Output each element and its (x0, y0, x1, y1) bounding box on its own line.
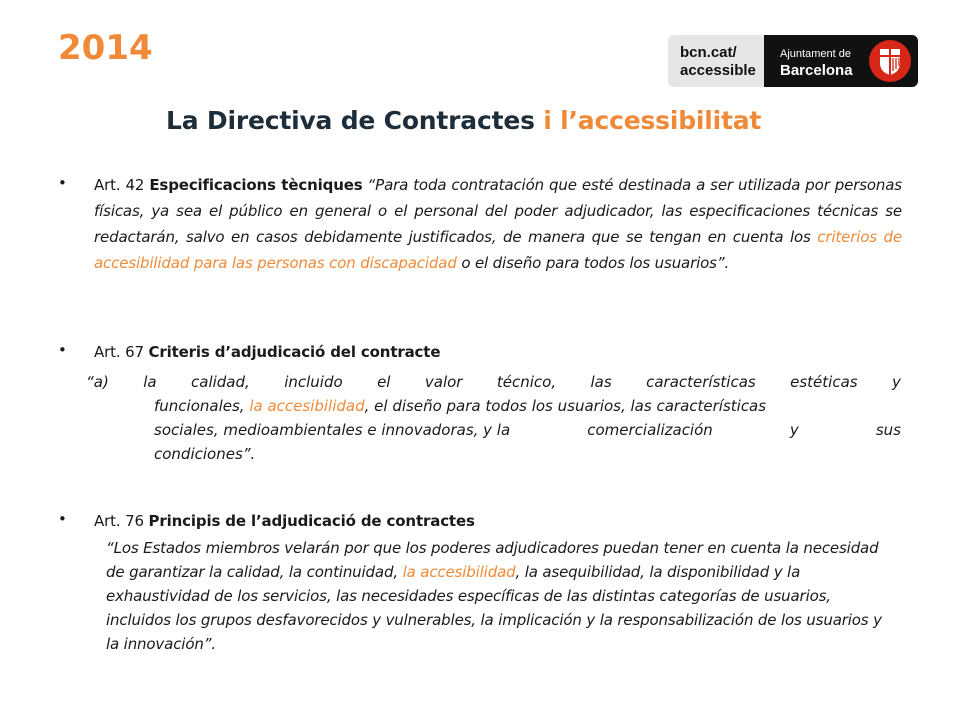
art67-heading: Criteris d’adjudicació del contracte (148, 343, 441, 361)
art67-word: la (143, 373, 157, 391)
logo-text-barcelona: Barcelona (780, 62, 853, 79)
art67-word: comercialización (587, 421, 713, 439)
art67-label: Art. 67 (94, 343, 149, 361)
art42-quote-highlight: criterios de accesibilidad para las personas con discapacidad (94, 228, 902, 272)
art67-word: técnico, (496, 373, 557, 391)
art76-quote-highlight: la accesibilidad (402, 563, 516, 581)
art42-label: Art. 42 (94, 176, 150, 194)
art42-quote-before: “Para toda contratación que esté destinada a ser utilizada por personas físicas, ya sea el público en general o el personal del poder adjudicador, las especificaciones técnicas se redactarán, salvo en casos debidamente justificados, de manera que se tengan en cuenta los (94, 176, 902, 246)
art67-word: características (646, 373, 756, 391)
art67-quote-line1 (86, 370, 901, 394)
bullet-icon: • (58, 510, 67, 528)
art67-quote (86, 370, 901, 466)
art67-heading-line (94, 339, 902, 365)
title-accent: i l’accessibilitat (534, 106, 762, 135)
art67-word: sus (875, 421, 901, 439)
art67-word: “a) (86, 373, 109, 391)
art67-line2-before: funcionales, (154, 397, 250, 415)
art42-quote-after: o el diseño para todos los usuarios”. (456, 254, 730, 272)
art67-word: el (377, 373, 391, 391)
art67-word: las (590, 373, 612, 391)
art67-word: calidad, (191, 373, 250, 391)
art42-heading: Especificacions tècniques (149, 176, 363, 194)
art67-line2-highlight: la accesibilidad (249, 397, 365, 415)
art67-quote-line3 (154, 418, 901, 442)
art42-paragraph (94, 172, 902, 276)
art67-word: y (789, 421, 799, 439)
art67-quote-line2 (154, 394, 901, 418)
logo-text-ajuntament: Ajuntament de (780, 48, 851, 60)
art67-line2-after: , el diseño para todos los usuarios, las características (364, 397, 767, 415)
barcelona-accessible-logo (668, 35, 918, 87)
title-main: La Directiva de Contractes (166, 106, 535, 135)
art67-word: y (892, 373, 901, 391)
art76-quote (106, 536, 896, 656)
art67-word: valor (424, 373, 463, 391)
art67-word: incluido (284, 373, 343, 391)
logo-text-bcn: bcn.cat/ (680, 44, 737, 61)
slide-title (166, 106, 761, 135)
bullet-icon: • (58, 341, 67, 359)
art76-heading: Principis de l’adjudicació de contractes (148, 512, 475, 530)
art76-label: Art. 76 (94, 512, 149, 530)
art76-quote-before: “Los Estados miembros velarán por que los poderes adjudicadores puedan tener en cuenta la necesidad de garantizar la calidad, la continuidad, (106, 539, 879, 581)
bullet-icon: • (58, 174, 67, 192)
year-heading: 2014 (58, 28, 153, 68)
art67-quote-line4: condiciones”. (154, 445, 256, 463)
art76-quote-after: , la asequibilidad, la disponibilidad y la exhaustividad de los servicios, las necesidades específicas de las distintas categorías de usuarios, incluidos los grupos desfavorecidos y vulnerables, la implicación y la responsabilización de los usuarios y la innovación”. (106, 563, 882, 653)
art76-heading-line (94, 508, 902, 534)
art67-word: estéticas (790, 373, 858, 391)
logo-text-accessible: accessible (680, 62, 756, 79)
art67-word: sociales, medioambientales e innovadoras, y la (154, 421, 511, 439)
